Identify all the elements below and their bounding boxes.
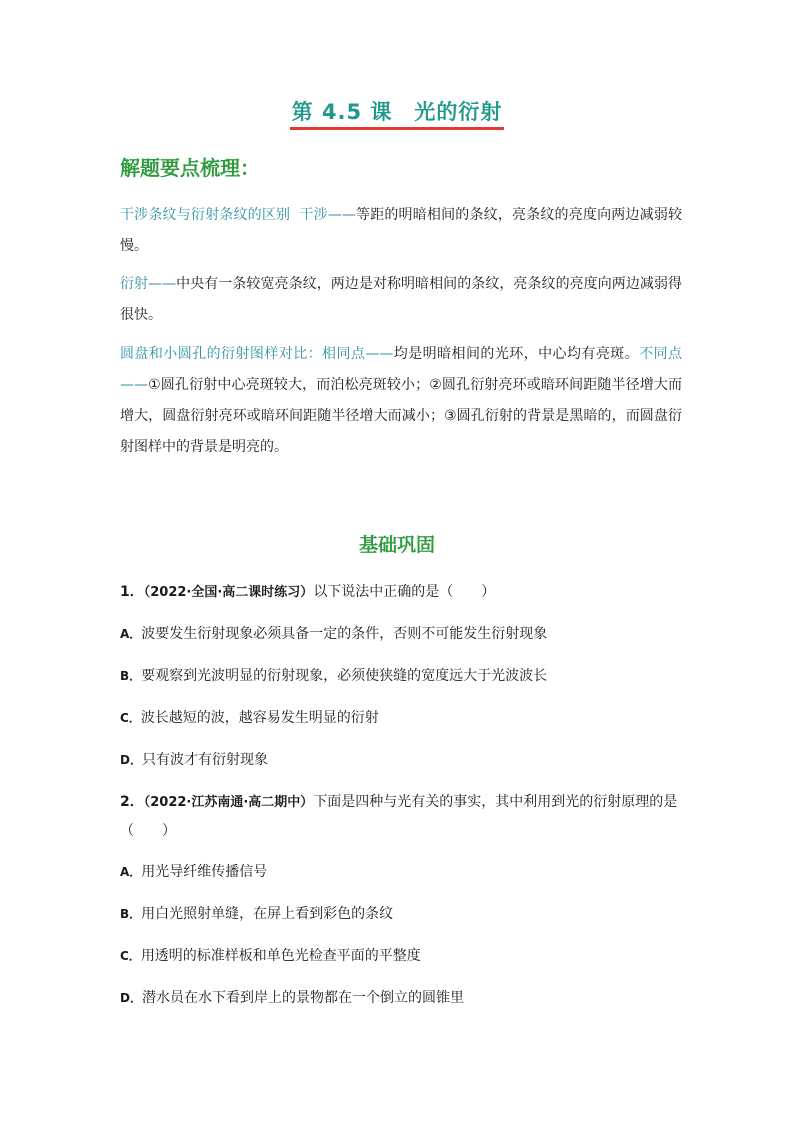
option-letter: D． <box>120 753 142 767</box>
lesson-name: 光的衍射 <box>414 100 503 124</box>
question-2-number: 2． <box>120 794 144 810</box>
lesson-title <box>290 96 505 130</box>
question-1-option-b <box>120 666 682 686</box>
question-2-option-a <box>120 862 682 882</box>
key-point-3-text2: ①圆孔衍射中心亮斑较大，而泊松亮斑较小；②圆孔衍射亮环或暗环间距随半径增大而增大，圆盘衍射亮环或暗环间距随半径增大而减小；③圆孔衍射的背景是黑暗的，而圆盘衍射图样中的背景是明亮的。 <box>120 377 682 455</box>
option-text: 波长越短的波，越容易发生明显的衍射 <box>140 710 379 726</box>
key-point-2-label: 衍射—— <box>120 276 177 292</box>
key-point-2-text: 中央有一条较宽亮条纹，两边是对称明暗相间的条纹，亮条纹的亮度向两边减弱得很快。 <box>120 276 683 323</box>
option-text: 要观察到光波明显的衍射现象，必须使狭缝的宽度远大于光波波长 <box>141 668 548 684</box>
question-2-option-b <box>120 904 682 924</box>
option-letter: D． <box>120 991 142 1005</box>
option-text: 用光导纤维传播信号 <box>141 864 268 880</box>
option-text: 波要发生衍射现象必须具备一定的条件，否则不可能发生衍射现象 <box>141 626 548 642</box>
key-point-paragraph-2 <box>120 269 682 331</box>
question-1-option-c <box>120 708 682 728</box>
lesson-number: 第 4.5 课 <box>291 100 393 124</box>
option-letter: C． <box>120 949 141 963</box>
question-2-stem: 下面是四种与光有关的事实，其中利用到光的衍射原理的是（ ） <box>120 794 678 839</box>
question-2-option-d <box>120 988 682 1008</box>
key-point-paragraph-3 <box>120 339 682 463</box>
option-text: 只有波才有衍射现象 <box>141 752 268 768</box>
question-1-option-a <box>120 624 682 644</box>
key-points-heading: 解题要点梳理： <box>120 156 260 180</box>
key-point-3-label: 圆盘和小圆孔的衍射图样对比：相同点—— <box>120 346 394 362</box>
option-letter: A． <box>120 865 142 879</box>
question-1-source: （2022·全国·高二课时练习） <box>143 585 314 600</box>
key-point-1-text: 等距的明暗相间的条纹，亮条纹的亮度向两边减弱较慢。 <box>120 207 683 254</box>
option-letter: C． <box>120 711 141 725</box>
key-point-3-label2: 不同点—— <box>120 346 683 393</box>
option-text: 潜水员在水下看到岸上的景物都在一个倒立的圆锥里 <box>141 990 464 1006</box>
key-point-1-label2: 干涉—— <box>299 207 356 223</box>
question-1-number: 1． <box>120 584 144 600</box>
key-point-paragraph-1 <box>120 200 682 262</box>
option-letter: B． <box>120 669 142 683</box>
question-1-option-d <box>120 750 682 770</box>
key-point-3-text1: 均是明暗相间的光环，中心均有亮斑。 <box>393 346 640 362</box>
question-2 <box>120 788 682 845</box>
question-2-source: （2022·江苏南通·高二期中） <box>143 795 314 810</box>
question-2-option-c <box>120 946 682 966</box>
question-1-stem: 以下说法中正确的是（ ） <box>313 584 496 600</box>
basics-heading: 基础巩固 <box>358 534 435 556</box>
question-1 <box>120 578 682 607</box>
option-letter: A． <box>120 627 142 641</box>
option-letter: B． <box>120 907 142 921</box>
title-wrap <box>0 96 794 130</box>
option-text: 用透明的标准样板和单色光检查平面的平整度 <box>140 948 421 964</box>
option-text: 用白光照射单缝，在屏上看到彩色的条纹 <box>141 906 394 922</box>
key-point-1-label: 干涉条纹与衍射条纹的区别 <box>120 207 291 223</box>
